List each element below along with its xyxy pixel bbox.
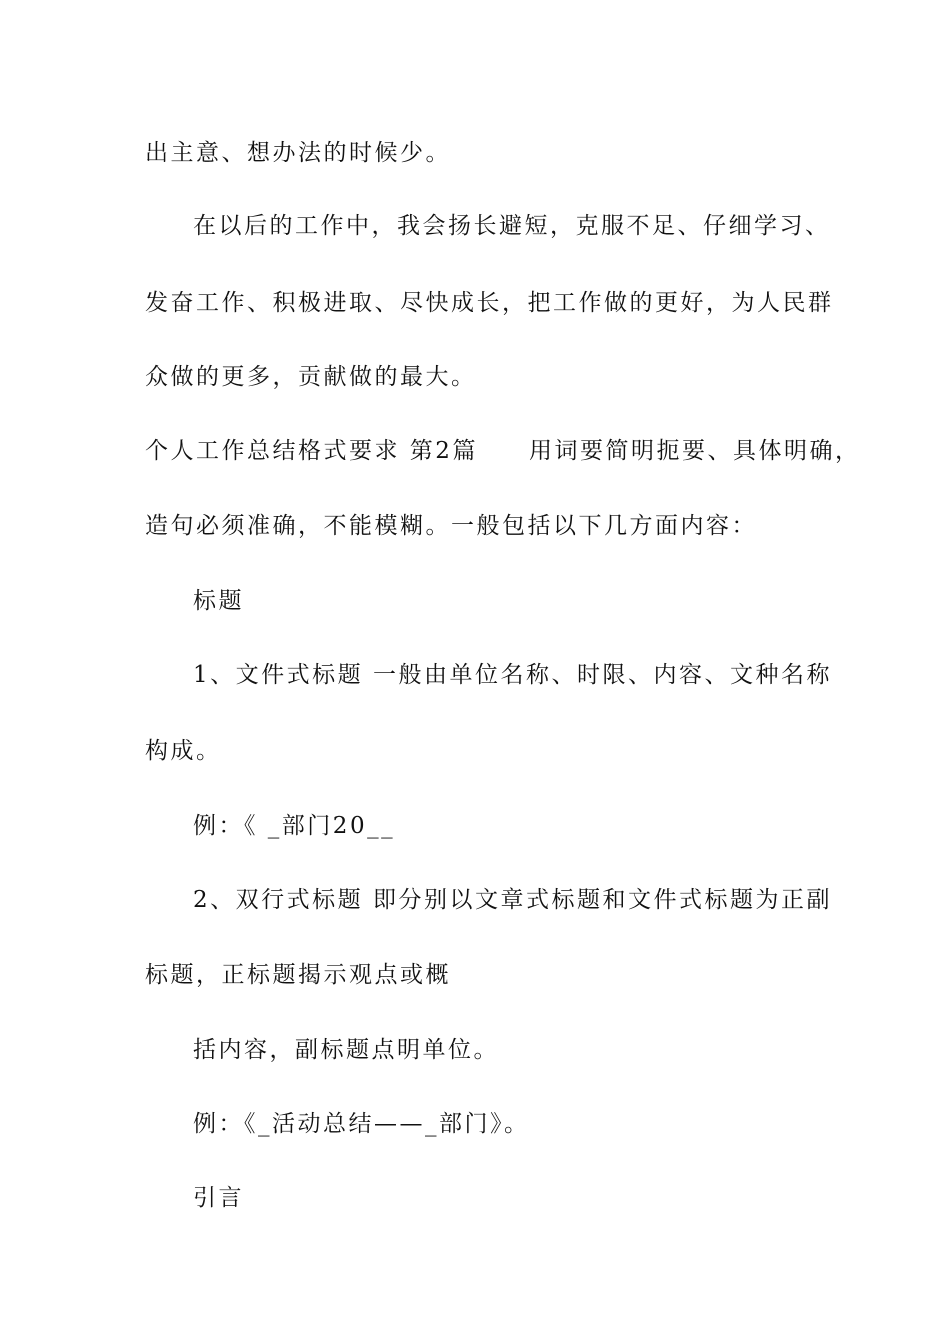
subheading-introduction: 引言 bbox=[193, 1185, 244, 1211]
example-line: 例：《 _部门20__ bbox=[193, 813, 396, 839]
list-item: 2、双行式标题 即分别以文章式标题和文件式标题为正副 bbox=[193, 887, 832, 913]
paragraph-line: 构成。 bbox=[145, 738, 222, 764]
paragraph-line: 标题，正标题揭示观点或概 bbox=[145, 962, 451, 988]
paragraph-line: 造句必须准确，不能模糊。一般包括以下几方面内容： bbox=[145, 513, 757, 539]
paragraph-line: 括内容，副标题点明单位。 bbox=[193, 1037, 499, 1063]
subheading-title: 标题 bbox=[193, 588, 244, 614]
paragraph-line: 在以后的工作中，我会扬长避短，克服不足、仔细学习、 bbox=[193, 213, 831, 239]
paragraph-line: 发奋工作、积极进取、尽快成长，把工作做的更好，为人民群 bbox=[145, 290, 834, 316]
list-item: 1、文件式标题 一般由单位名称、时限、内容、文种名称 bbox=[193, 662, 832, 688]
example-line: 例：《_活动总结——_部门》。 bbox=[193, 1111, 530, 1137]
paragraph-line: 众做的更多，贡献做的最大。 bbox=[145, 364, 477, 390]
paragraph-line: 出主意、想办法的时候少。 bbox=[145, 140, 451, 166]
section-heading-line: 个人工作总结格式要求 第2篇 用词要简明扼要、具体明确， bbox=[145, 438, 861, 464]
